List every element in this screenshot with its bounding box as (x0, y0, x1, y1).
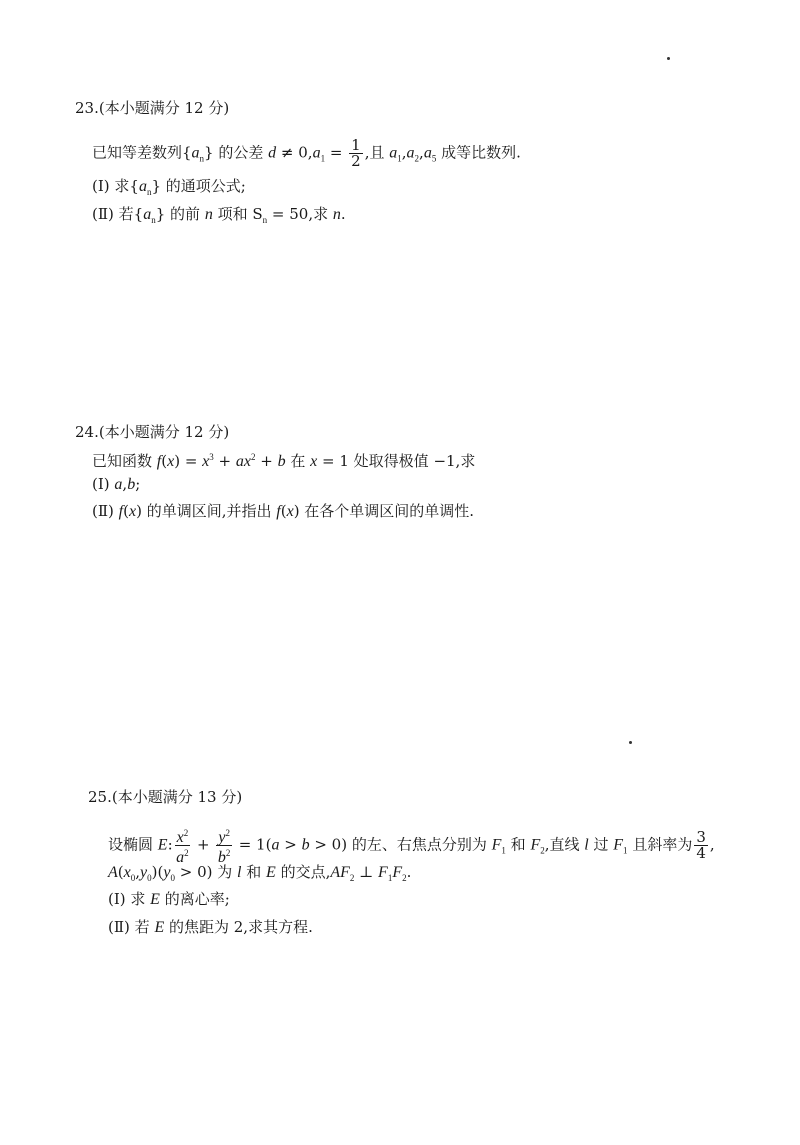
math: n (332, 206, 341, 223)
text: 已知等差数列{ (92, 143, 192, 162)
superscript: 2 (225, 848, 231, 858)
text: 且斜率为 (627, 835, 693, 854)
subscript: 1 (501, 845, 506, 856)
math: f (118, 503, 124, 520)
text: ) 在各个单调区间的单调性. (293, 502, 475, 520)
math: F (613, 836, 624, 854)
text: 已知函数 (92, 452, 157, 470)
denominator: 4 (696, 844, 706, 862)
text: = (325, 143, 348, 162)
superscript: 3 (209, 452, 214, 462)
sub-question-1 (92, 176, 246, 202)
subscript: 2 (402, 873, 407, 883)
problem-stem-line-2 (108, 862, 411, 888)
fraction (694, 830, 708, 861)
problem-number: 24. (75, 423, 99, 441)
problem-points: (本小题满分 12 分) (98, 99, 230, 117)
subscript: 2 (540, 845, 545, 856)
math: F (378, 864, 388, 881)
problem-stem-line-1 (108, 826, 715, 865)
numerator (175, 826, 191, 846)
text: 的交点, (275, 863, 331, 881)
math: x (310, 453, 318, 470)
math: a (191, 144, 200, 162)
math: x (128, 503, 137, 520)
math: f (156, 453, 162, 470)
sub-question-2 (92, 501, 474, 522)
math: a (114, 476, 123, 493)
subscript: 0 (130, 873, 136, 883)
math: l (584, 836, 589, 854)
text: 在 (285, 452, 311, 470)
scan-speck (629, 741, 632, 744)
problem-points: (本小题满分 13 分) (111, 788, 243, 806)
fraction (216, 826, 232, 865)
numerator (216, 826, 232, 846)
text: , (122, 475, 128, 493)
scan-speck (667, 57, 670, 60)
text: 项和 S (212, 205, 263, 223)
math: b (127, 476, 136, 493)
math: y (218, 829, 226, 846)
superscript: 2 (225, 828, 230, 838)
text: (Ⅰ) (92, 475, 115, 493)
sub-question-2 (92, 204, 346, 230)
math: x (286, 503, 294, 520)
text: } 的公差 (204, 143, 269, 162)
subscript: n (151, 215, 156, 225)
sub-question-2 (108, 917, 313, 938)
text: + (255, 452, 278, 470)
text: (Ⅰ) 求 (108, 890, 151, 908)
text: 设椭圆 (108, 835, 158, 854)
text: : (167, 835, 173, 854)
math: a (176, 849, 185, 866)
math: b (301, 836, 310, 854)
math: F (530, 836, 541, 854)
subscript: n (199, 153, 205, 164)
text: } 的前 (155, 205, 205, 223)
subscript: 2 (414, 153, 420, 164)
text: ; (135, 475, 141, 493)
math: x (202, 453, 210, 470)
text: , (401, 143, 407, 162)
problem-number: 23. (75, 99, 99, 117)
subscript: n (146, 187, 152, 197)
problem-number: 25. (88, 788, 112, 806)
text: } 的通项公式; (151, 177, 246, 195)
text: ⊥ (354, 863, 379, 881)
text: )( (151, 863, 164, 881)
subscript: n (262, 215, 268, 225)
math: a (235, 453, 244, 470)
math: y (140, 864, 148, 881)
math: a (312, 144, 321, 162)
text: ,直线 (544, 835, 585, 854)
text: , (419, 143, 424, 162)
text: 成等比数列. (436, 143, 521, 162)
subscript: 0 (147, 873, 152, 883)
text: > 0) 为 (174, 863, 238, 881)
math: n (204, 206, 213, 223)
fraction (175, 826, 191, 865)
math: AF (330, 864, 350, 881)
math: y (163, 864, 171, 881)
text: (Ⅱ) 若 (108, 918, 155, 936)
subscript: 2 (349, 873, 355, 883)
text: , (709, 835, 715, 854)
math: l (237, 864, 242, 881)
text: > (279, 835, 302, 854)
text: = 1( (233, 835, 272, 854)
denominator: 2 (351, 152, 361, 170)
math: x (176, 829, 184, 846)
math: a (271, 836, 280, 854)
math: a (423, 144, 432, 162)
text: . (340, 205, 346, 223)
text: > 0) 的左、右焦点分别为 (309, 835, 492, 854)
subscript: 1 (397, 153, 402, 164)
numerator: 3 (696, 828, 706, 846)
text: (Ⅱ) 若{ (92, 205, 144, 223)
text: 过 (588, 835, 614, 854)
text: ( (161, 452, 168, 470)
text: ) 的单调区间,并指出 (136, 502, 277, 520)
sub-question-1 (108, 889, 230, 910)
text: ( (117, 863, 124, 881)
text: 和 (241, 863, 267, 881)
text: ( (123, 502, 129, 520)
math: x (123, 864, 131, 881)
math: a (406, 144, 415, 162)
superscript: 2 (183, 828, 189, 838)
problem-header (75, 422, 229, 442)
problem-header (75, 98, 229, 118)
text: 和 (505, 835, 531, 854)
math: d (268, 144, 277, 162)
text: (Ⅱ) (92, 502, 119, 520)
text: . (406, 863, 412, 881)
sub-question-1 (92, 474, 140, 495)
math: a (389, 144, 398, 162)
math: b (217, 849, 226, 866)
problem-header (88, 787, 242, 807)
text: + (192, 835, 215, 854)
text: ( (280, 502, 287, 520)
subscript: 1 (320, 153, 326, 164)
text: 的焦距为 2,求其方程. (164, 918, 313, 936)
math: a (138, 178, 147, 195)
text: , (135, 863, 141, 881)
text: ) = (174, 452, 203, 470)
math: E (157, 836, 168, 854)
text: + (213, 452, 236, 470)
superscript: 2 (184, 848, 189, 858)
math: E (154, 919, 165, 936)
math: F (491, 836, 502, 854)
subscript: 5 (431, 153, 437, 164)
text: (Ⅰ) 求{ (92, 177, 139, 195)
math: F (392, 864, 403, 881)
math: f (276, 503, 281, 520)
text: = 50,求 (267, 205, 333, 223)
subscript: 1 (623, 845, 628, 856)
math: A (108, 864, 118, 881)
text: = 1 处取得极值 −1,求 (317, 452, 476, 470)
subscript: 0 (170, 873, 175, 883)
problem-points: (本小题满分 12 分) (98, 423, 230, 441)
math: x (167, 453, 175, 470)
text: ,且 (364, 143, 390, 162)
problem-stem (92, 447, 475, 472)
fraction (349, 138, 363, 169)
text: ≠ 0, (276, 143, 313, 162)
numerator: 1 (351, 136, 361, 154)
problem-stem (92, 138, 521, 169)
subscript: 1 (387, 873, 393, 883)
math: E (150, 891, 160, 908)
math: E (266, 864, 276, 881)
math: b (277, 453, 286, 470)
text: 的离心率; (159, 890, 230, 908)
superscript: 2 (251, 452, 256, 462)
math: a (143, 206, 152, 223)
math: x (243, 453, 251, 470)
